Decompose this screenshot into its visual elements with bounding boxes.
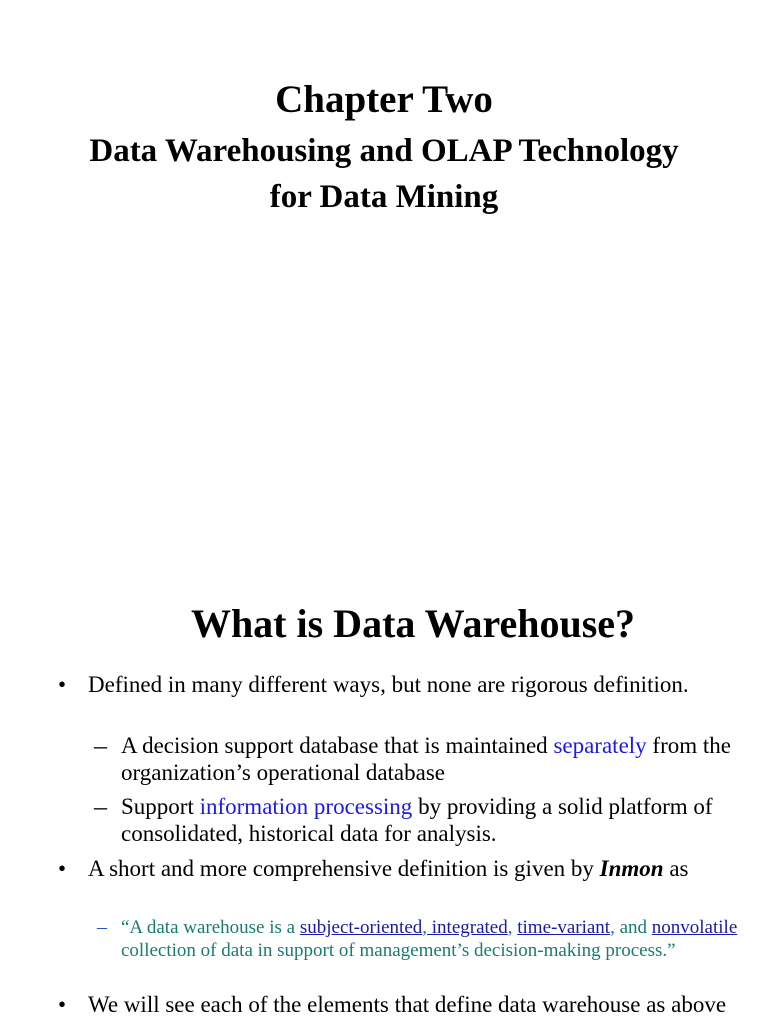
subtitle-line-1: Data Warehousing and OLAP Technology [89,133,679,169]
bullet-item [58,671,748,698]
sub-bullet-text-post: from the organization’s operational database [121,733,731,785]
sub-bullet-item [94,731,741,786]
bullet-dot-icon: • [58,672,67,697]
subtitle-line-2: for Data Mining [269,179,499,215]
author-name: Inmon [599,856,664,881]
bullet-dot-icon: • [58,992,67,1017]
bullet-text: We will see each of the elements that define data warehouse as above [88,992,727,1017]
sub-bullet-text-pre: Support [121,794,200,819]
bullet-text: Defined in many different ways, but none are rigorous definition. [88,672,689,697]
quote-item [97,916,741,962]
slide-heading: What is Data Warehouse? [190,601,636,646]
dash-icon: – [94,792,107,821]
bullet-item [58,991,748,1018]
chapter-subtitle [0,128,768,220]
link-integrated[interactable]: integrated [427,917,508,938]
quote-text-end: collection of data in support of management’s decision-making process.” [121,940,676,961]
quote-separator: , and [610,917,652,938]
bullet-text-pre: A short and more comprehensive definition is given by [88,856,600,881]
quote-separator: , [507,917,518,938]
dash-icon: – [97,916,107,938]
dash-icon: – [94,731,107,760]
link-subject-oriented[interactable]: subject-oriented [299,917,423,938]
quote-text: “A data warehouse is a [121,917,300,938]
quote-separator: , [422,917,428,938]
highlight-information-processing: information processing [199,794,413,819]
link-nonvolatile[interactable]: nonvolatile [651,917,738,938]
link-time-variant[interactable]: time-variant [517,917,611,938]
highlight-separately: separately [553,733,647,758]
bullet-item [58,855,748,882]
bullet-dot-icon: • [58,856,67,881]
sub-bullet-text-post: by providing a solid platform of consolidated, historical data for analysis. [121,794,713,846]
sub-bullet-text-pre: A decision support database that is maintained [121,733,554,758]
bullet-text-post: as [663,856,689,881]
sub-bullet-item [94,792,741,847]
chapter-title: Chapter Two [275,78,493,121]
